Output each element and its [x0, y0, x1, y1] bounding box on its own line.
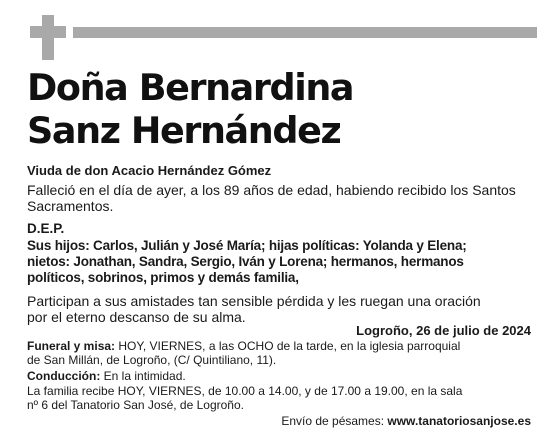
family-receives-line-2: nº 6 del Tanatorio San José, de Logroño.	[27, 398, 244, 412]
family-receives-info	[27, 384, 547, 412]
cross-icon	[30, 15, 66, 60]
condolences-line	[281, 414, 531, 428]
family-line-1: Sus hijos: Carlos, Julián y José María; hijas políticas: Yolanda y Elena;	[27, 238, 467, 253]
deceased-name-line-1: Doña Bernardina	[27, 66, 354, 109]
conduction-line	[27, 369, 547, 383]
funeral-label: Funeral y misa:	[27, 339, 116, 353]
deceased-name	[27, 66, 547, 152]
participation-line-1: Participan a sus amistades tan sensible pérdida y les ruegan una oración	[27, 293, 481, 309]
widow-of-line: Viuda de don Acacio Hernández Gómez	[27, 163, 272, 178]
funeral-line-1	[27, 339, 547, 353]
participation-text	[27, 293, 542, 325]
family-line-3: políticos, sobrinos, primos y demás familia,	[27, 270, 299, 285]
death-notice	[27, 182, 542, 214]
deceased-name-line-2: Sanz Hernández	[27, 109, 341, 152]
conduction-info	[27, 369, 547, 383]
participation-line-2: por el eterno descanso de su alma.	[27, 309, 246, 325]
conduction-label: Conducción:	[27, 369, 101, 383]
dep-line: D.E.P.	[27, 221, 65, 236]
place-date: Logroño, 26 de julio de 2024	[356, 323, 531, 338]
family-receives-line-1: La familia recibe HOY, VIERNES, de 10.00 a 14.00, y de 17.00 a 19.00, en la sala	[27, 384, 463, 398]
family-line-2: nietos: Jonathan, Sandra, Sergio, Iván y Lorena; hermanos, hermanos	[27, 254, 464, 269]
conduction-text: En la intimidad.	[100, 369, 186, 383]
funeral-info	[27, 339, 547, 367]
condolences-url-link[interactable]: www.tanatoriosanjose.es	[387, 414, 531, 428]
header-divider-bar	[73, 27, 537, 38]
funeral-line-2: de San Millán, de Logroño, (C/ Quintiliano, 11).	[27, 353, 277, 367]
death-notice-line-2: Sacramentos.	[27, 198, 114, 214]
condolences-label: Envío de pésames:	[281, 414, 388, 428]
funeral-text-1: HOY, VIERNES, a las OCHO de la tarde, en la iglesia parroquial	[115, 339, 461, 353]
family-list	[27, 238, 542, 286]
death-notice-line-1: Falleció en el día de ayer, a los 89 años de edad, habiendo recibido los Santos	[27, 182, 516, 198]
